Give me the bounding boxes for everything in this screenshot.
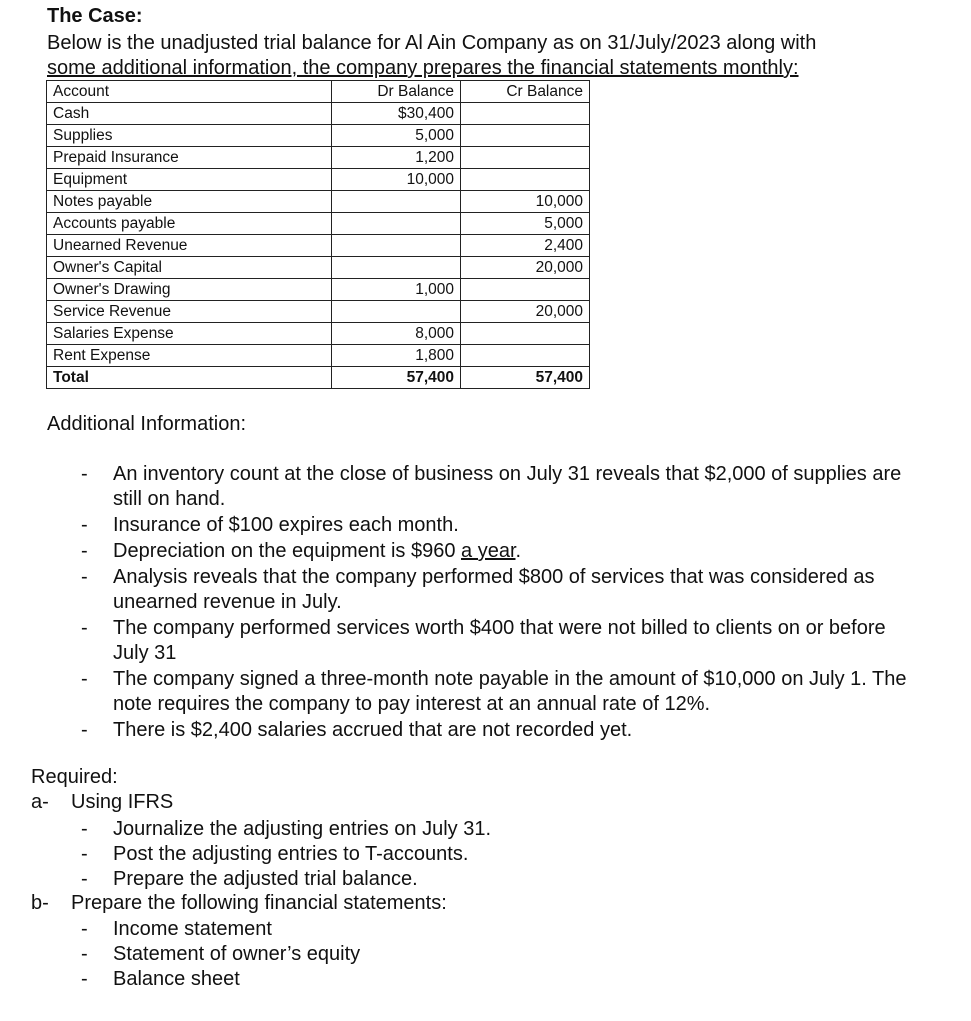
dash-bullet: - [81,463,88,485]
table-row [47,301,590,323]
cell-dr [332,191,461,213]
required-a-item [81,842,781,867]
table-row [47,345,590,367]
cell-cr [461,323,590,345]
required-a-label: a- [31,791,49,813]
required-b-item-text: Statement of owner’s equity [113,943,361,965]
cell-dr: 8,000 [332,323,461,345]
table-header-row [47,81,590,103]
intro-paragraph [47,31,927,81]
additional-info-item-text: The company signed a three-month note payable in the amount of $10,000 on July 1. The note requires the company to pay interest at an annual rate of 12%. [113,668,907,715]
total-label: Total [47,367,332,389]
table-row [47,169,590,191]
total-dr: 57,400 [332,367,461,389]
additional-info-item [81,462,911,512]
required-b-label: b- [31,892,49,914]
dash-bullet: - [81,566,88,588]
table-row [47,279,590,301]
table-total-row [47,367,590,389]
additional-info-item-text-end: . [515,540,522,562]
table-row [47,191,590,213]
cell-account: Cash [47,103,332,125]
header-account: Account [47,81,332,103]
cell-cr: 2,400 [461,235,590,257]
cell-cr: 5,000 [461,213,590,235]
required-b-item [81,917,781,942]
required-heading: Required: [31,766,118,788]
dash-bullet: - [81,943,88,965]
required-b-item-text: Income statement [113,918,272,940]
cell-dr: 1,200 [332,147,461,169]
required-a-title: Using IFRS [71,791,174,813]
cell-dr: 1,000 [332,279,461,301]
table-row [47,213,590,235]
total-cr: 57,400 [461,367,590,389]
cell-cr: 20,000 [461,301,590,323]
additional-info-item-underlined-text: a year [461,540,516,562]
additional-info-item [81,718,911,743]
required-a-item-text: Prepare the adjusted trial balance. [113,868,418,890]
table-row [47,235,590,257]
cell-cr [461,125,590,147]
dash-bullet: - [81,968,88,990]
cell-dr [332,301,461,323]
cell-dr [332,213,461,235]
dash-bullet: - [81,918,88,940]
table-row [47,257,590,279]
additional-info-heading: Additional Information: [47,413,247,435]
table-row [47,125,590,147]
additional-info-item-text: The company performed services worth $400 that were not billed to clients on or before July 31 [113,617,886,664]
dash-bullet: - [81,668,88,690]
intro-line-2: some additional information, the company prepares the financial statements monthly: [47,57,799,79]
required-b-item-text: Balance sheet [113,968,240,990]
cell-cr [461,169,590,191]
additional-info-item-text: Analysis reveals that the company performed $800 of services that was considered as unearned revenue in July. [113,566,875,613]
additional-info-item [81,539,911,564]
cell-dr: 1,800 [332,345,461,367]
case-title: The Case: [47,5,143,27]
cell-dr: 5,000 [332,125,461,147]
required-b [31,892,447,915]
dash-bullet: - [81,843,88,865]
cell-account: Prepaid Insurance [47,147,332,169]
cell-account: Salaries Expense [47,323,332,345]
cell-account: Supplies [47,125,332,147]
cell-cr [461,279,590,301]
header-dr: Dr Balance [332,81,461,103]
additional-info-item-text: Insurance of $100 expires each month. [113,514,459,536]
dash-bullet: - [81,719,88,741]
cell-account: Service Revenue [47,301,332,323]
cell-cr: 10,000 [461,191,590,213]
additional-info-list [81,462,911,744]
cell-dr [332,257,461,279]
required-a-item [81,817,781,842]
dash-bullet: - [81,617,88,639]
cell-dr: $30,400 [332,103,461,125]
required-a [31,791,173,814]
dash-bullet: - [81,868,88,890]
table-row [47,103,590,125]
required-b-item [81,967,781,992]
required-a-item [81,867,781,892]
cell-cr [461,147,590,169]
additional-info-item [81,565,911,615]
additional-info-item [81,667,911,717]
cell-account: Equipment [47,169,332,191]
cell-account: Unearned Revenue [47,235,332,257]
required-a-item-text: Journalize the adjusting entries on July 31. [113,818,492,840]
table-row [47,147,590,169]
required-b-item [81,942,781,967]
cell-account: Accounts payable [47,213,332,235]
table-row [47,323,590,345]
required-b-list [81,917,781,992]
cell-cr: 20,000 [461,257,590,279]
additional-info-item-text: Depreciation on the equipment is $960 [113,540,462,562]
additional-info-item [81,513,911,538]
cell-cr [461,103,590,125]
additional-info-item [81,616,911,666]
intro-line-1: Below is the unadjusted trial balance for Al Ain Company as on 31/July/2023 along with [47,32,817,54]
required-a-item-text: Post the adjusting entries to T-accounts. [113,843,469,865]
header-cr: Cr Balance [461,81,590,103]
cell-account: Rent Expense [47,345,332,367]
additional-info-item-text: An inventory count at the close of business on July 31 reveals that $2,000 of supplies are still on hand. [113,463,902,510]
cell-cr [461,345,590,367]
dash-bullet: - [81,818,88,840]
cell-account: Owner's Drawing [47,279,332,301]
cell-dr [332,235,461,257]
cell-account: Owner's Capital [47,257,332,279]
additional-info-item-text: There is $2,400 salaries accrued that are not recorded yet. [113,719,633,741]
required-a-list [81,817,781,892]
dash-bullet: - [81,514,88,536]
trial-balance-table [46,80,590,389]
dash-bullet: - [81,540,88,562]
cell-dr: 10,000 [332,169,461,191]
cell-account: Notes payable [47,191,332,213]
required-b-title: Prepare the following financial statements: [71,892,447,914]
